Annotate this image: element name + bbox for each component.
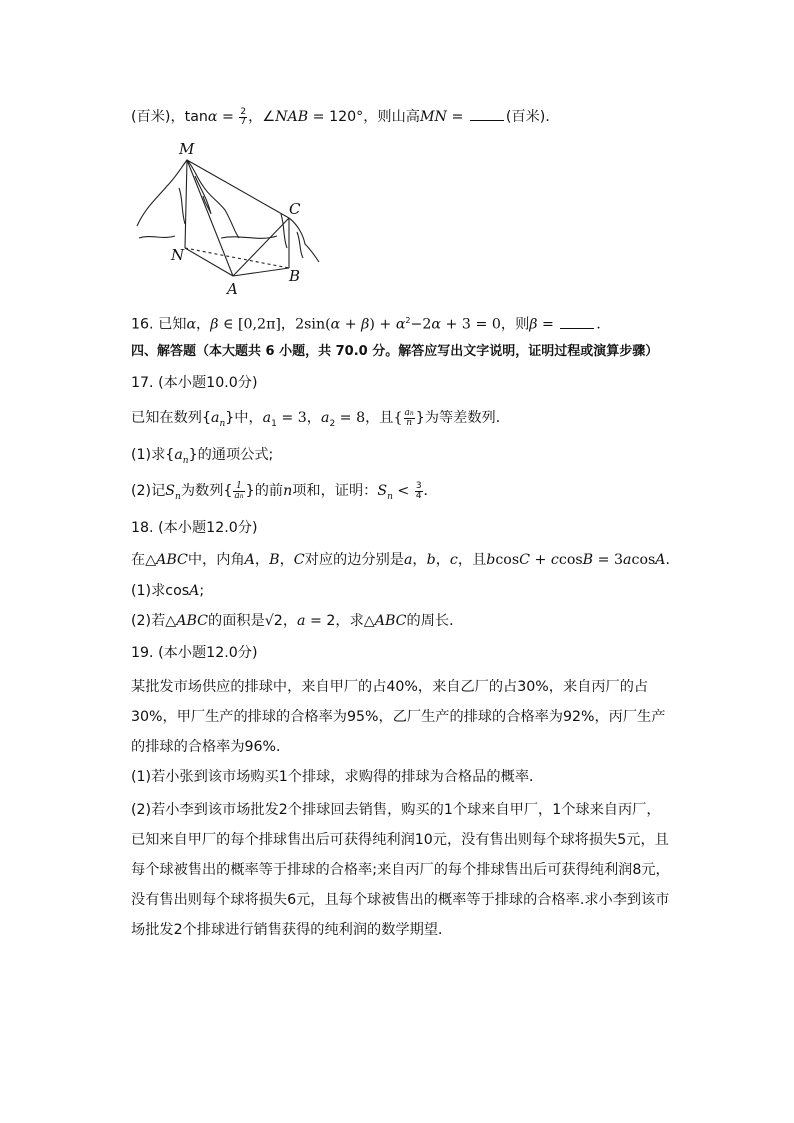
text: ， xyxy=(196,316,211,333)
hill-detail xyxy=(281,214,287,248)
text: ， xyxy=(254,552,270,568)
answer-blank xyxy=(560,314,594,329)
q19-paragraph: 某批发市场供应的排球中，来自甲厂的占40%，来自乙厂的占30%，来自丙厂的占30%，甲厂生产的排球的合格率为95%，乙厂生产的排球的合格率为92%，丙厂生产的排球的合格率为96%． xyxy=(131,679,666,755)
horizon-line xyxy=(139,236,175,238)
mn: MN xyxy=(420,109,447,125)
text: 已知在数列{ xyxy=(131,410,211,426)
var: b xyxy=(486,552,496,568)
var: a xyxy=(210,410,220,426)
q18-header: 18. (本小题12.0分) xyxy=(131,520,258,536)
beta: β xyxy=(529,316,538,333)
text: = xyxy=(217,109,239,125)
line-MN xyxy=(185,160,187,248)
text: ． xyxy=(596,316,611,333)
text: ． xyxy=(423,483,438,499)
text: 的周长． xyxy=(406,613,464,629)
text: 的面积是√2， xyxy=(208,613,298,629)
var: B xyxy=(582,552,594,568)
q17-part2 xyxy=(131,480,438,508)
alpha: α xyxy=(186,316,197,333)
text: cos xyxy=(495,552,520,568)
subscript: n xyxy=(239,492,244,500)
line-AC xyxy=(233,218,289,276)
frac-den: 4 xyxy=(415,490,422,501)
var: S xyxy=(377,483,388,499)
q17-header: 17. (本小题10.0分) xyxy=(131,375,258,391)
text: = xyxy=(446,109,468,125)
text: }为等差数列． xyxy=(415,410,510,426)
label-M: M xyxy=(179,140,195,158)
var: a xyxy=(262,410,272,426)
text: }的通项公式; xyxy=(188,447,274,463)
line-NB xyxy=(185,248,289,268)
subscript: n xyxy=(182,455,189,466)
text: ，∠ xyxy=(248,109,276,125)
fraction xyxy=(233,482,244,501)
var: a xyxy=(174,447,183,463)
text: (1)求{ xyxy=(131,447,175,463)
var: A xyxy=(655,552,666,568)
text: = 8，且{ xyxy=(335,410,403,426)
label-B: B xyxy=(289,267,301,285)
q19-part2: (2)若小李到该市场批发2个排球回去销售，购买的1个球来自甲厂，1个球来自丙厂，已知来自甲厂的每个排球售出后可获得纯利润10元，没有售出则每个球将损失5元，且每个球被售出的概率等于排球的合格率;来自丙厂的每个排球售出后可获得纯利润8元，没有售出则每个球将损失6元，且每个球被售出的概率等于排球的合格率.求小李到该市场批发2个排球进行销售获得的纯利润的数学期望． xyxy=(131,802,670,938)
subscript: n xyxy=(219,418,226,429)
text: (2)记 xyxy=(131,483,166,499)
var: a xyxy=(403,552,413,568)
text: ， xyxy=(412,552,427,568)
var: a xyxy=(623,552,632,568)
frac-num: 3 xyxy=(415,480,422,491)
text: + xyxy=(340,316,362,333)
text: 中，内角 xyxy=(187,552,245,568)
mountain-outline xyxy=(137,160,239,238)
var: B xyxy=(269,552,280,568)
text: ，且 xyxy=(457,552,487,568)
frac-den: 7 xyxy=(240,116,247,127)
hill-outline xyxy=(289,218,319,262)
var: c xyxy=(550,552,559,568)
mountain-detail xyxy=(179,188,185,224)
alpha: α xyxy=(431,316,442,333)
frac-den: n xyxy=(406,417,413,428)
q15-tail-line xyxy=(131,106,560,128)
text: (1)求cos xyxy=(131,583,190,599)
q17-statement xyxy=(131,407,510,435)
var: a xyxy=(297,613,306,629)
subscript: 1 xyxy=(271,418,277,429)
mountain-detail xyxy=(195,176,211,214)
text: −2 xyxy=(410,316,432,333)
text: . xyxy=(665,552,671,568)
text: < xyxy=(392,483,414,499)
var: C xyxy=(293,552,305,568)
var: ABC xyxy=(176,613,208,629)
fraction xyxy=(404,409,415,428)
label-C: C xyxy=(289,200,301,218)
subscript: n xyxy=(387,491,393,502)
frac-num: 1 xyxy=(233,482,244,492)
alpha: α xyxy=(207,109,218,125)
q17-part1 xyxy=(131,444,273,472)
subscript: n xyxy=(175,491,181,502)
q18-part2 xyxy=(131,610,463,632)
var: ABC xyxy=(156,552,188,568)
alpha: α xyxy=(330,316,341,333)
text: 16. 已知 xyxy=(131,316,187,333)
q19-part1: (1)若小张到该市场购买1个排球，求购得的排球为合格品的概率． xyxy=(131,769,544,785)
var: C xyxy=(519,552,530,568)
q16-line xyxy=(131,310,611,336)
text: 项和，证明： xyxy=(292,483,378,499)
var: n xyxy=(283,483,293,499)
text: + 3 = 0，则 xyxy=(441,316,530,333)
subscript: n xyxy=(409,409,414,417)
label-A: A xyxy=(227,280,238,298)
text: cos xyxy=(631,552,656,568)
line-MA xyxy=(187,160,233,276)
horizon-line xyxy=(221,236,277,238)
text: ， xyxy=(279,552,294,568)
answer-blank xyxy=(470,106,504,121)
label-N: N xyxy=(171,246,185,264)
text: = 3， xyxy=(276,410,321,426)
text: cos xyxy=(558,552,583,568)
text: 为数列{ xyxy=(180,483,233,499)
beta: β xyxy=(210,316,219,333)
line-MC xyxy=(187,160,289,218)
frac-den: a xyxy=(234,490,240,501)
text: }中， xyxy=(225,410,263,426)
text: + xyxy=(530,552,551,568)
text: = 120°，则山高 xyxy=(308,109,420,125)
text: (2)若△ xyxy=(131,613,177,629)
q18-statement xyxy=(131,549,670,571)
frac-num: a xyxy=(404,407,410,418)
var: b xyxy=(426,552,436,568)
beta: β xyxy=(361,316,370,333)
q19-header: 19. (本小题12.0分) xyxy=(131,645,258,661)
text: (百米)． xyxy=(505,109,560,125)
text: 在△ xyxy=(131,552,157,568)
text: = 3 xyxy=(593,552,624,568)
var: a xyxy=(320,410,330,426)
frac-num: 2 xyxy=(240,106,247,117)
var: A xyxy=(244,552,255,568)
text: = 2，求△ xyxy=(305,613,375,629)
exponent: 2 xyxy=(405,316,411,325)
text: ) + xyxy=(369,316,396,333)
line-AB xyxy=(233,268,289,276)
section-heading: 四、解答题（本大题共 6 小题，共 70.0 分。解答应写出文字说明，证明过程或演算步骤） xyxy=(131,344,659,359)
q18-part1 xyxy=(131,580,204,602)
text: 对应的边分别是 xyxy=(304,552,404,568)
alpha: α xyxy=(395,316,406,333)
var: c xyxy=(449,552,458,568)
nab: NAB xyxy=(275,109,309,125)
var: S xyxy=(165,483,176,499)
text: (百米)，tan xyxy=(131,109,208,125)
text: = xyxy=(537,316,559,333)
text: ∈ [0,2π]，2sin( xyxy=(218,316,331,333)
var: ABC xyxy=(374,613,407,629)
fraction xyxy=(415,482,423,501)
text: ， xyxy=(435,552,450,568)
subscript: 2 xyxy=(329,418,336,429)
var: A xyxy=(189,583,200,599)
fraction xyxy=(239,108,247,127)
text: ; xyxy=(199,583,205,599)
text: }的前 xyxy=(245,483,284,499)
mountain-figure xyxy=(131,138,331,298)
